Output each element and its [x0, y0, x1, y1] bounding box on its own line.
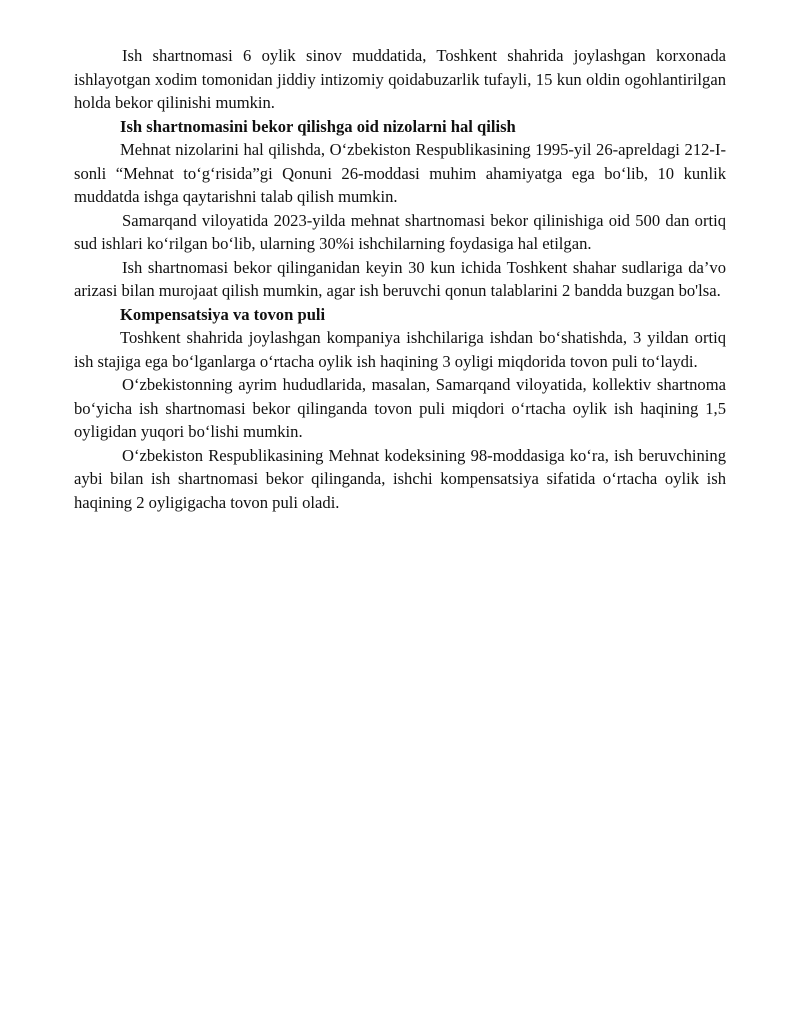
section-heading-compensation: Kompensatsiya va tovon puli — [120, 304, 326, 324]
paragraph-probation-termination: Ish shartnomasi 6 oylik sinov muddatida, Toshkent shahrida joylashgan korxonada ishlayotgan xodim tomonidan jiddiy intizomiy qoidabuzarlik tufayli, 15 kun oldin ogohlantirilgan holda bekor qilinishi mumkin. — [74, 46, 726, 112]
paragraph-tashkent-severance: Toshkent shahrida joylashgan kompaniya ishchilariga ishdan bo‘shatishda, 3 yildan ortiq ish stajiga ega bo‘lganlarga o‘rtacha oylik ish haqining 3 oyligi miqdorida tovon puli to‘laydi. — [74, 328, 726, 371]
paragraph-labor-code-article-98: O‘zbekiston Respublikasining Mehnat kodeksining 98-moddasiga ko‘ra, ish beruvchining aybi bilan ish shartnomasi bekor qilinganda, ishchi kompensatsiya sifatida o‘rtacha oylik ish haqining 2 oyligigacha tovon puli oladi. — [74, 445, 726, 512]
paragraph-claim-deadline: Ish shartnomasi bekor qilinganidan keyin 30 kun ichida Toshkent shahar sudlariga da’vo arizasi bilan murojaat qilish mumkin, agar ish beruvchi qonun talablarini 2 bandda buzgan bo'lsa. — [74, 257, 726, 300]
paragraph-collective-agreement: O‘zbekistonning ayrim hududlarida, masalan, Samarqand viloyatida, kollektiv shartnoma bo‘yicha ish shartnomasi bekor qilinganda tovon puli miqdori o‘rtacha oylik ish haqining 1,5 oyligidan yuqori bo‘lishi mumkin. — [74, 375, 726, 441]
section-heading-dispute-resolution: Ish shartnomasini bekor qilishga oid nizolarni hal qilish — [120, 116, 516, 136]
paragraph-labor-dispute-law: Mehnat nizolarini hal qilishda, O‘zbekiston Respublikasining 1995-yil 26-apreldagi 212-I-sonli “Mehnat to‘g‘risida”gi Qonuni 26-moddasi muhim ahamiyatga ega bo‘lib, 10 kunlik muddatda ishga qaytarishni talab qilish mumkin. — [74, 140, 726, 206]
document-body — [74, 44, 726, 514]
paragraph-samarkand-court-cases: Samarqand viloyatida 2023-yilda mehnat shartnomasi bekor qilinishiga oid 500 dan ortiq sud ishlari ko‘rilgan bo‘lib, ularning 30%i ishchilarning foydasiga hal etilgan. — [74, 210, 726, 253]
